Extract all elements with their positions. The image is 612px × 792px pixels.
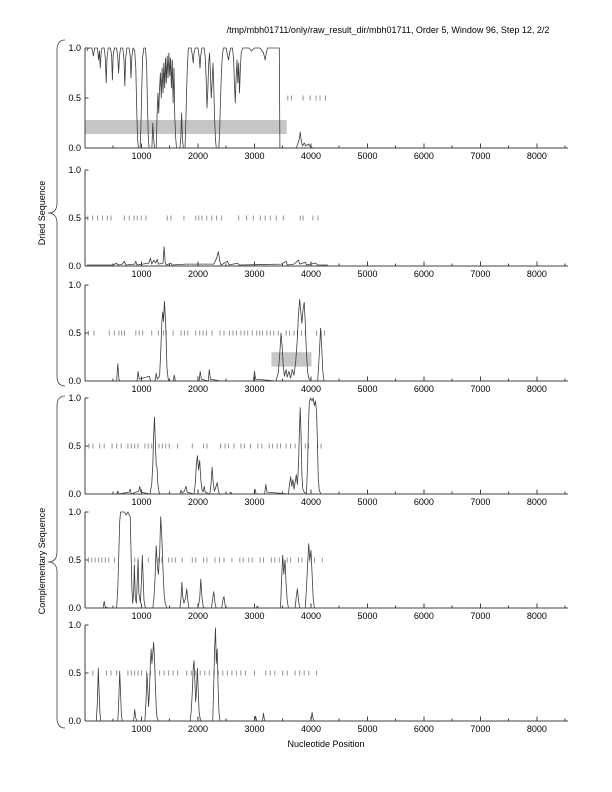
- x-tick-label: 5000: [357, 724, 378, 734]
- y-tick-label: 1.0: [68, 393, 81, 403]
- x-tick-label: 6000: [413, 611, 434, 621]
- group-label-dried-sequence: Dried Sequence: [37, 180, 47, 246]
- x-tick-label: 2000: [187, 611, 209, 621]
- x-tick-label: 2000: [187, 497, 209, 507]
- x-tick-label: 1000: [131, 269, 152, 279]
- x-tick-label: 3000: [244, 151, 265, 161]
- axes-complementary-3: [68, 620, 568, 734]
- x-tick-label: 2000: [187, 151, 209, 161]
- subplot-dried-2: [68, 165, 568, 279]
- curve-dried-2: [87, 247, 328, 265]
- x-tick-label: 2000: [187, 269, 209, 279]
- x-tick-label: 1000: [131, 497, 152, 507]
- brace-dried-sequence: [48, 40, 65, 386]
- x-tick-label: 1000: [131, 151, 152, 161]
- x-tick-label: 4000: [300, 724, 322, 734]
- x-tick-label: 1000: [131, 724, 152, 734]
- subplot-dried-1: [68, 43, 568, 161]
- x-tick-label: 1000: [131, 384, 152, 394]
- y-tick-label: 0.0: [68, 603, 81, 613]
- x-tick-label: 8000: [526, 269, 547, 279]
- subplot-complementary-3: [68, 620, 568, 734]
- figure-title: /tmp/mbh01711/only/raw_result_dir/mbh01711, Order 5, Window 96, Step 12, 2/2: [226, 25, 550, 35]
- group-label-complementary-sequence: Complementary Sequence: [37, 507, 47, 615]
- x-tick-label: 7000: [470, 724, 491, 734]
- y-tick-label: 0.0: [68, 143, 81, 153]
- half-level-tick-markers: [89, 444, 321, 449]
- half-level-tick-markers: [88, 331, 324, 336]
- x-tick-label: 5000: [357, 269, 378, 279]
- y-tick-label: 0.5: [68, 93, 81, 103]
- x-tick-label: 4000: [300, 151, 322, 161]
- axes-dried-1: [68, 43, 568, 161]
- x-tick-label: 6000: [413, 151, 434, 161]
- x-tick-label: 3000: [244, 497, 265, 507]
- brace-complementary-sequence: [48, 396, 65, 728]
- half-level-tick-markers: [88, 558, 322, 563]
- y-tick-label: 0.5: [68, 668, 81, 678]
- x-tick-label: 8000: [526, 611, 547, 621]
- x-tick-label: 6000: [413, 384, 434, 394]
- half-level-tick-markers: [93, 671, 317, 676]
- x-tick-label: 6000: [413, 724, 434, 734]
- y-tick-label: 0.0: [68, 489, 81, 499]
- y-tick-label: 0.0: [68, 376, 81, 386]
- y-tick-label: 0.0: [68, 261, 81, 271]
- x-tick-label: 3000: [244, 384, 265, 394]
- x-tick-label: 3000: [244, 611, 265, 621]
- curve-dried-3: [87, 299, 330, 381]
- x-tick-label: 7000: [470, 269, 491, 279]
- x-tick-label: 5000: [357, 611, 378, 621]
- y-tick-label: 1.0: [68, 43, 81, 53]
- x-tick-label: 2000: [187, 724, 209, 734]
- x-tick-label: 4000: [300, 269, 322, 279]
- x-tick-label: 7000: [470, 497, 491, 507]
- half-level-tick-markers: [88, 216, 318, 221]
- y-tick-label: 0.5: [68, 328, 81, 338]
- x-tick-label: 8000: [526, 497, 547, 507]
- x-tick-label: 7000: [470, 151, 491, 161]
- axes-dried-2: [68, 165, 568, 279]
- y-tick-label: 0.5: [68, 555, 81, 565]
- x-tick-label: 4000: [300, 497, 322, 507]
- x-tick-label: 5000: [357, 384, 378, 394]
- subplot-complementary-1: [68, 393, 568, 507]
- x-tick-label: 4000: [300, 384, 322, 394]
- y-tick-label: 0.0: [68, 716, 81, 726]
- y-tick-label: 0.5: [68, 213, 81, 223]
- y-tick-label: 1.0: [68, 165, 81, 175]
- x-tick-label: 8000: [526, 151, 547, 161]
- x-tick-label: 3000: [244, 269, 265, 279]
- x-tick-label: 5000: [357, 497, 378, 507]
- curve-complementary-1: [87, 398, 329, 494]
- x-tick-label: 8000: [526, 724, 547, 734]
- subplot-dried-3: [68, 280, 568, 394]
- subplot-complementary-2: [68, 507, 568, 621]
- y-tick-label: 1.0: [68, 280, 81, 290]
- axes-complementary-2: [68, 507, 568, 621]
- axes-complementary-1: [68, 393, 568, 507]
- x-tick-label: 6000: [413, 269, 434, 279]
- y-tick-label: 1.0: [68, 507, 81, 517]
- x-tick-label: 6000: [413, 497, 434, 507]
- x-tick-label: 7000: [470, 384, 491, 394]
- y-tick-label: 0.5: [68, 441, 81, 451]
- x-tick-label: 1000: [131, 611, 152, 621]
- highlight-bar: [271, 352, 311, 366]
- x-tick-label: 8000: [526, 384, 547, 394]
- x-tick-label: 7000: [470, 611, 491, 621]
- x-tick-label: 4000: [300, 611, 322, 621]
- x-tick-label: 5000: [357, 151, 378, 161]
- half-level-tick-markers: [288, 96, 326, 101]
- y-tick-label: 1.0: [68, 620, 81, 630]
- curve-complementary-3: [87, 628, 329, 721]
- x-tick-label: 3000: [244, 724, 265, 734]
- x-axis-label: Nucleotide Position: [287, 739, 365, 749]
- x-tick-label: 2000: [187, 384, 209, 394]
